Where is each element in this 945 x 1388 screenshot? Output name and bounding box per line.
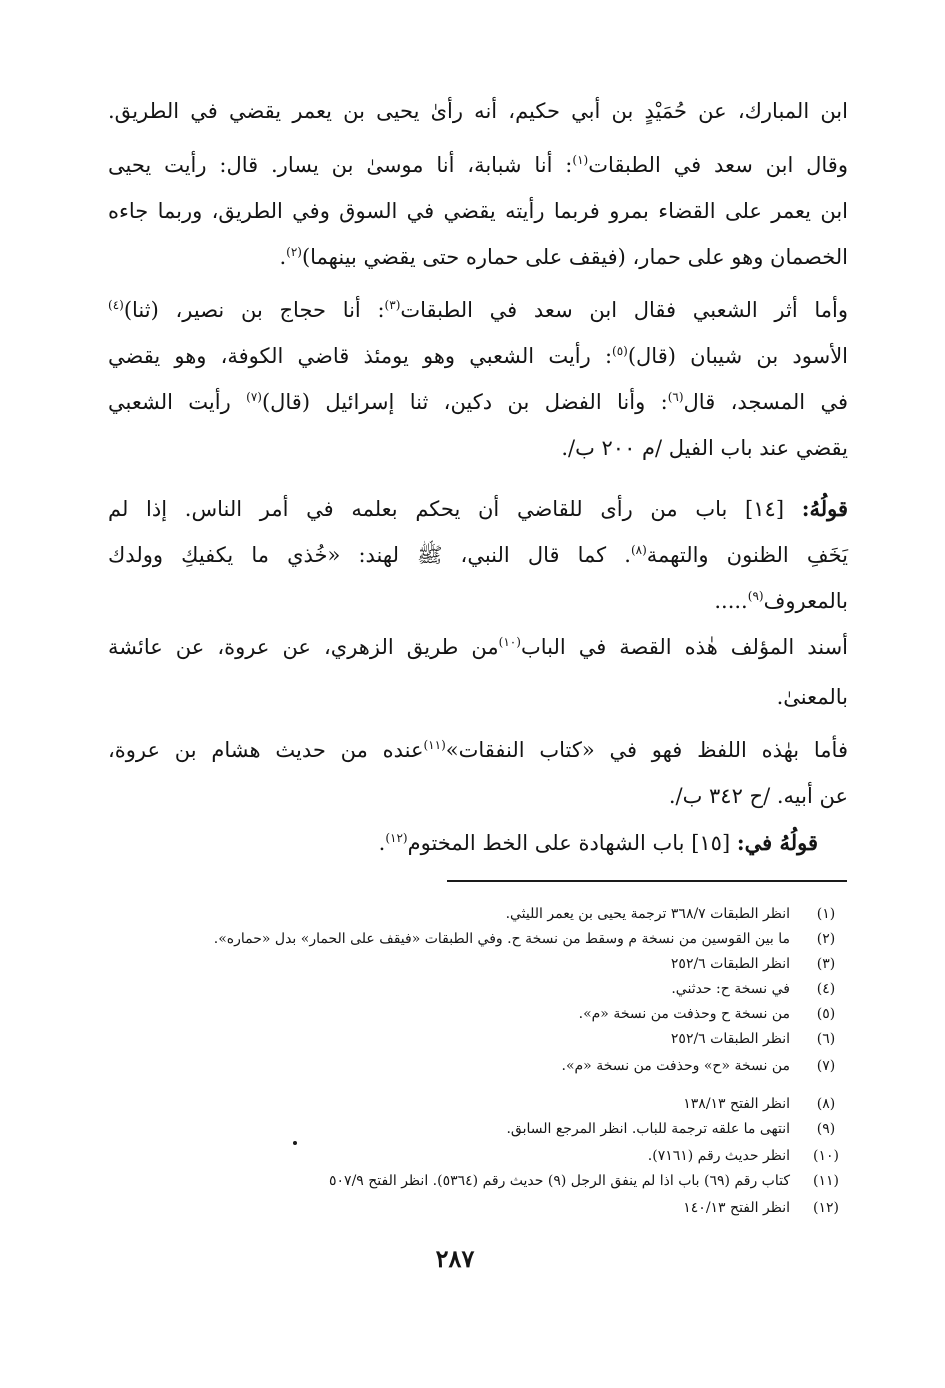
footnote-ref: (٣) (384, 298, 401, 312)
footnote-number: (٣) (816, 956, 836, 972)
footnote-number: (٢) (816, 931, 836, 947)
footnote-ref: (١٢) (385, 831, 408, 845)
footnote (160, 903, 846, 925)
text-line: يقضي عند باب الفيل /م ٢٠٠ ب/. (561, 436, 848, 460)
footnote-text: انظر الفتح ١٣٨/١٣ (683, 1096, 790, 1112)
text-line: بالمعروف$^{(٩)}$..... (714, 589, 848, 613)
footnote-number: (٩) (816, 1121, 836, 1137)
footnote (160, 1003, 846, 1025)
footnote-ref: (١) (572, 153, 589, 167)
section-heading-line: قولُهُ في: [١٥] باب الشهادة على الخط المختوم$^{(١٢)}$. (378, 830, 818, 855)
footnote (160, 1145, 846, 1167)
footnote-text: انظر الطبقات ٣٦٨/٧ ترجمة يحيى بن يعمر الليثي. (505, 906, 790, 922)
text-line: ابن المبارك، عن حُمَيْدٍ بن أبي حكيم، أنه رأىٰ يحيى بن يعمر يقضي في الطريق. (108, 99, 848, 123)
footnote-ref: (٤) (108, 298, 124, 312)
page-number: ٢٨٧ (435, 1244, 475, 1273)
footnote-text: انظر الفتح ١٤٠/١٣ (683, 1200, 790, 1216)
text-line: وقال ابن سعد في الطبقات$^{(١)}$: أنا شبابة، أنا موسىٰ بن يسار. قال: رأيت يحيى (108, 153, 848, 177)
footnote-ref: (٢) (286, 245, 302, 259)
qawluhu-label: قولُهُ: (801, 496, 848, 521)
text-line: يَخَفِ الظنون والتهمة$^{(٨)}$. كما قال النبي، ﷺ لهند: «خُذي ما يكفيكِ وولدك (108, 543, 848, 567)
footnote-ref: (٧) (246, 390, 262, 404)
qawluhu-label: قولُهُ في: (736, 830, 818, 855)
footnote-number: (١٢) (813, 1200, 839, 1216)
footnote-ref: (٨) (630, 543, 647, 557)
footnote-text: كتاب رقم (٦٩) باب اذا لم ينفق الرجل (٩) حديث رقم (٥٣٦٤). انظر الفتح ٥٠٧/٩ (329, 1173, 790, 1189)
text-line: الخصمان وهو على حمار، (فيقف على حماره حتى يقضي بينهما)$^{(٢)}$. (279, 245, 848, 269)
footnote-number: (١١) (813, 1173, 839, 1189)
footnote (160, 1118, 846, 1140)
footnote-text: انظر الطبقات ٢٥٢/٦ (670, 956, 790, 972)
text-line: فأما بهٰذه اللفظ فهو في «كتاب النفقات»$^{(١١)}$عنده من حديث هشام بن عروة، (108, 738, 848, 762)
text-line: عن أبيه. /ح ٣٤٢ ب/. (668, 784, 848, 808)
footnote (160, 1055, 846, 1077)
text-line: الأسود بن شيبان (قال)$^{(٥)}$: رأيت الشعبي وهو يومئذ قاضي الكوفة، وهو يقضي (108, 344, 849, 368)
footnote (160, 1028, 846, 1050)
footnote (160, 928, 846, 950)
footnote (160, 978, 846, 1000)
footnote (160, 1197, 846, 1219)
footnote-number: (١٠) (813, 1148, 839, 1164)
text-line: في المسجد، قال$^{(٦)}$: وأنا الفضل بن دكين، ثنا إسرائيل (قال)$^{(٧)}$ رأيت الشعبي (108, 390, 848, 414)
footnote-ref: (٩) (747, 589, 764, 603)
footnote-number: (٤) (816, 981, 836, 997)
text-line: وأما أثر الشعبي فقال ابن سعد في الطبقات$^{(٣)}$: أنا حجاج بن نصير، (ثنا)$^{(٤)}$ (108, 298, 848, 322)
footnote-separator (447, 880, 847, 882)
footnote-number: (١) (816, 906, 836, 922)
footnote (160, 953, 846, 975)
footnote (160, 1170, 846, 1192)
text-line: بالمعنىٰ. (776, 685, 848, 709)
footnote-number: (٨) (816, 1096, 836, 1112)
footnote-text: من نسخة ح وحذفت من نسخة «م». (578, 1006, 790, 1022)
section-heading-line: قولُهُ: [١٤] باب من رأى للقاضي أن يحكم بعلمه في أمر الناس. إذا لم (108, 496, 848, 521)
ink-dot (293, 1141, 297, 1145)
text-line: ابن يعمر على القضاء بمرو فربما رأيته يقضي في السوق وفي الطريق، وربما جاءه (108, 199, 848, 223)
footnote-number: (٧) (816, 1058, 836, 1074)
footnote-text: انظر الطبقات ٢٥٢/٦ (670, 1031, 790, 1047)
footnote-text: في نسخة ح: حدثني. (671, 981, 790, 997)
footnote-number: (٥) (816, 1006, 836, 1022)
footnote-ref: (٦) (667, 390, 684, 404)
footnote-text: انظر حديث رقم (٧١٦١). (647, 1148, 790, 1164)
footnote-ref: (١٠) (498, 635, 521, 649)
footnote-text: انتهى ما علقه ترجمة للباب. انظر المرجع السابق. (506, 1121, 790, 1137)
text-line: أسند المؤلف هٰذه القصة في الباب$^{(١٠)}$من طريق الزهري، عن عروة، عن عائشة (108, 635, 848, 659)
footnote-number: (٦) (816, 1031, 836, 1047)
footnote-text: ما بين القوسين من نسخة م وسقط من نسخة ح. وفي الطبقات «فيقف على الحمار» بدل «حماره». (213, 931, 790, 947)
footnote-ref: (١١) (423, 738, 446, 752)
footnote-ref: (٥) (612, 344, 628, 358)
footnote (160, 1093, 846, 1115)
footnote-text: من نسخة «ح» وحذفت من نسخة «م». (561, 1058, 790, 1074)
